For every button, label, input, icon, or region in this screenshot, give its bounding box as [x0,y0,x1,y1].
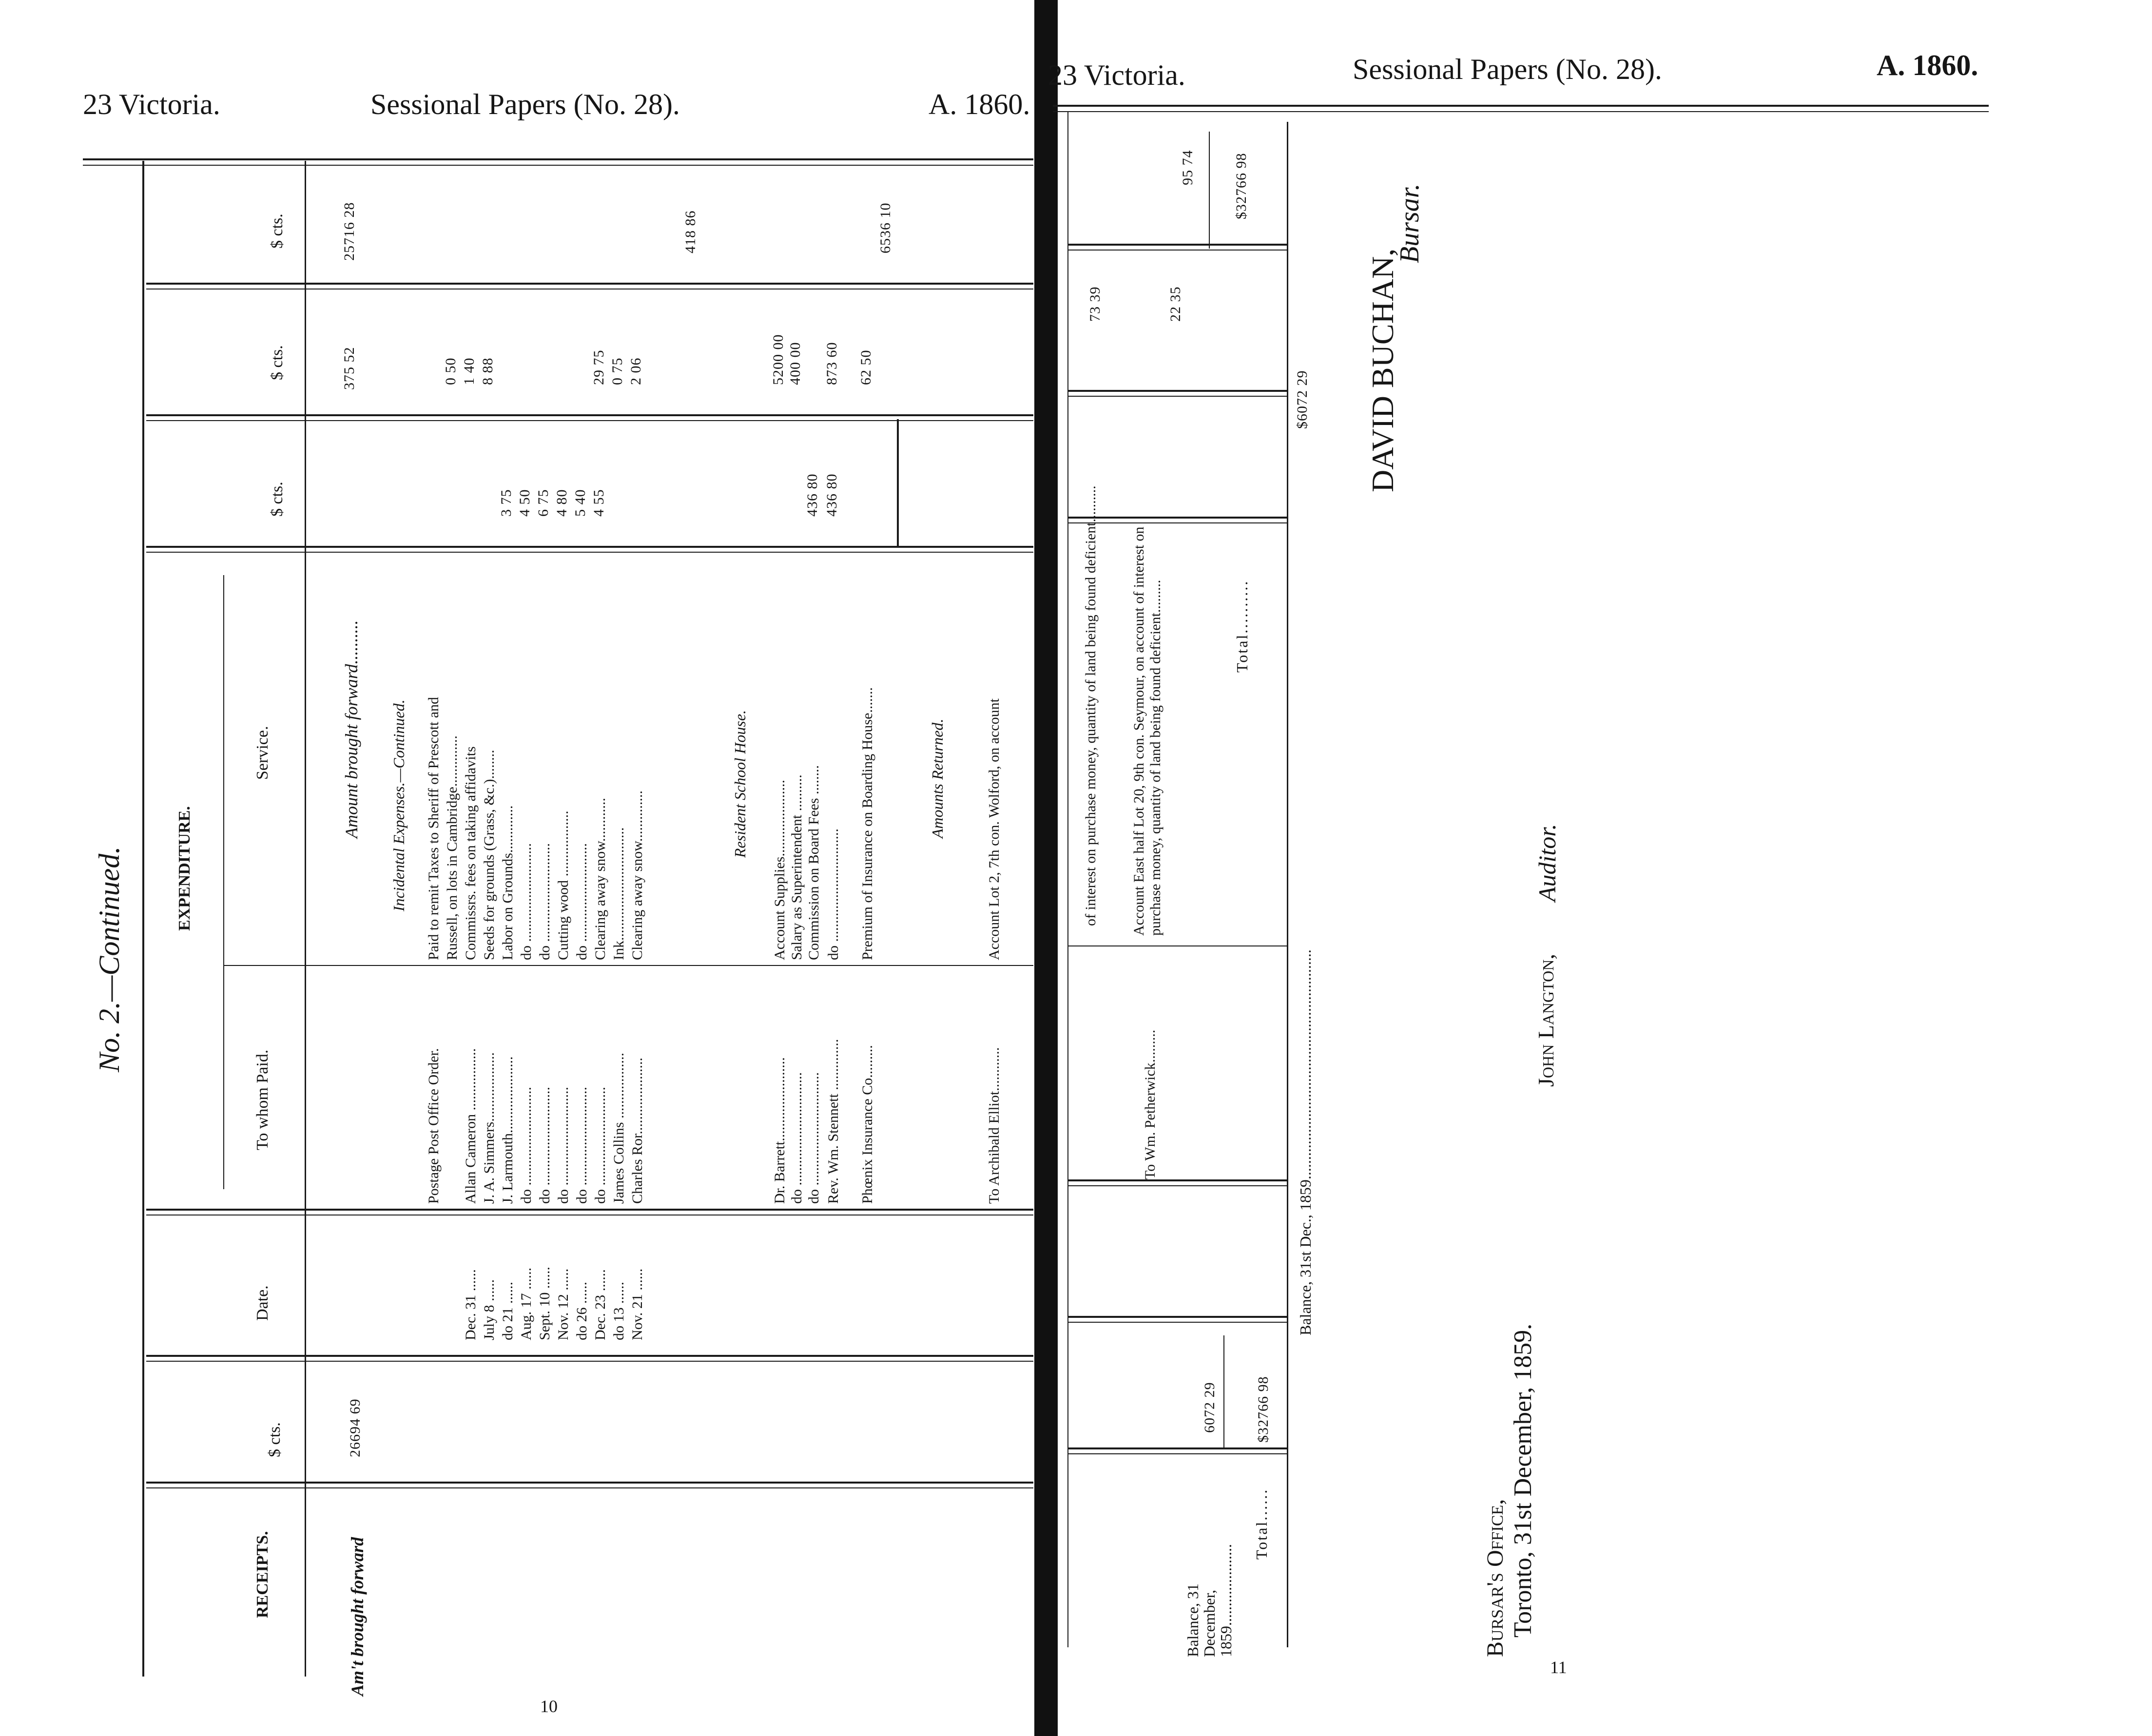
receipts-heading: RECEIPTS. [253,1531,271,1618]
row-date: do 21 ...... [500,1282,516,1340]
row-paid: do ........................... [518,1087,534,1204]
row-service: Salary as Superintendent .......... [789,774,805,960]
resident-heading: Resident School House. [731,710,749,858]
cts3-header: $ cts. [268,213,286,249]
right-receipts-rule [1223,1335,1224,1447]
right-row2-service: Account East half Lot 20, 9th con. Seymour, on account of interest on purchase money, quantity of land being found deficient......... [1131,526,1163,936]
row-service: Account Supplies..................... [772,780,788,960]
returned-paid: To Archibald Elliot............ [986,1047,1002,1204]
sep-cts2-thin [146,420,1033,421]
cts2-header: $ cts. [268,345,286,380]
row-paid: do ........................... [537,1087,553,1204]
row-paid: Rev. Wm. Stennett .............. [825,1039,841,1204]
row-service: Commissrs. fees on taking affidavits [463,746,479,960]
right-sep-col3-thin [1067,250,1287,251]
sep-date [146,1209,1033,1211]
right-row1-service-text: of interest on purchase money, quantity of land being found deficient.......... [1083,485,1099,926]
row-cts1: 3 75 [498,489,514,517]
row-service: Russell, on lots in Cambridge.............. [444,735,460,960]
row-paid: Charles Ror..................... [629,1058,645,1204]
expenditure-heading-divider [223,575,224,1189]
right-header-year: A. 1860. [1877,49,1978,81]
row-date: Nov. 21 ...... [629,1268,645,1340]
row-cts2: 8 88 [480,357,496,385]
row-date: do 13 ...... [611,1282,627,1340]
right-sep-col1 [1067,517,1287,519]
right-total-rule [1209,132,1210,249]
left-header-year: A. 1860. [929,88,1030,120]
row-service: do ........................... [574,843,590,960]
right-balance-label: Balance, 31 December, 1859..................... [1184,1544,1235,1657]
right-sep-receipts-thin [1067,1453,1287,1454]
row-service: Clearing away snow............ [592,798,608,960]
row-cts1: 436 80 [824,473,840,517]
row-paid: Allan Cameron ................. [463,1048,479,1204]
receipts-brought-value: 26694 69 [347,1398,363,1457]
sep-cts3 [146,283,1033,285]
group2-bracket [897,419,899,546]
row-cts2: 2 06 [628,357,644,385]
right-sep-col3 [1067,244,1287,246]
row-cts2: 62 50 [858,349,874,385]
row-cts1: 436 80 [804,473,820,517]
row-cts1: 5 40 [572,489,588,517]
right-table-left-border [1067,112,1068,1647]
row-service: do ........................... [537,843,553,960]
row-date: Dec. 31 ...... [463,1269,479,1340]
row-date: Nov. 12 ...... [555,1268,571,1340]
right-sep-col2 [1067,390,1287,392]
right-header-title: Sessional Papers (No. 28). [1353,53,1662,85]
right-sep-receipts-cts-thin [1067,1322,1287,1323]
right-total-label: Total.......... [1233,579,1251,673]
row-paid: do ........................... [592,1087,608,1204]
returned-heading: Amounts Returned. [929,718,946,838]
group1-subtotal: 418 86 [682,210,698,253]
service-header: Service. [253,726,271,780]
sep-paid [224,965,1033,966]
exp-brought-col2: 375 52 [341,347,357,390]
row-paid: do ............................... [806,1072,822,1204]
right-total-value: $32766 98 [1233,153,1249,219]
left-table-border [142,161,144,1677]
exp-brought-col3: 25716 28 [341,202,357,261]
sep-cts1-thin [146,552,1033,553]
bursar-name: DAVID BUCHAN, [1365,248,1400,492]
left-header-title: Sessional Papers (No. 28). [370,88,680,120]
binding-gutter [1034,0,1058,1736]
row-service: Labor on Grounds............. [500,805,516,960]
right-balance-value: 6072 29 [1202,1382,1218,1433]
row-paid: do ........................... [555,1087,571,1204]
row-paid: J. A. Simmers................... [481,1052,497,1204]
right-sep-paid [1067,945,1287,946]
office-line2: Toronto, 31st December, 1859. [1509,1323,1537,1638]
row-service: Clearing away snow.............. [629,791,645,960]
row-date: Dec. 23 ...... [592,1269,608,1340]
right-sep-receipts-cts [1067,1316,1287,1318]
group2-subtotal: 6536 10 [877,202,893,253]
left-top-rule-thin [83,165,1033,166]
row-cts2: 400 00 [787,342,803,385]
row-service: Paid to remit Taxes to Sheriff of Prescott and [426,696,442,960]
right-sep-date [1067,1179,1287,1181]
right-header-session: 23 Victoria. [1048,59,1185,91]
row-paid: do ............................... [789,1072,805,1204]
sep-cts1 [146,546,1033,548]
date-header: Date. [253,1285,271,1321]
left-header-session: 23 Victoria. [83,88,220,120]
right-page-number: 11 [1550,1658,1567,1677]
right-row2-value: 22 35 [1167,286,1183,322]
row-cts2: 0 75 [609,357,625,385]
row-service: do ............................... [825,829,841,960]
row-service: Cutting wood .................. [555,810,571,960]
receipts-cts-header: $ cts. [266,1422,284,1457]
expenditure-heading: EXPENDITURE. [175,806,194,931]
right-receipts-total-label: Total...... [1253,1488,1270,1560]
row-date: Aug. 17 ...... [518,1267,534,1340]
left-top-rule [83,158,1033,160]
row-paid: Postage Post Office Order. [426,1048,442,1204]
cts1-header: $ cts. [268,482,286,517]
row-service: Seeds for grounds (Grass, &c.)........ [481,750,497,960]
left-side-title: No. 2.—Continued. [93,846,125,1072]
right-sep-col1-thin [1067,522,1287,523]
row-paid: Dr. Barrett....................... [772,1057,788,1204]
paid-header: To whom Paid. [253,1049,271,1150]
receipts-brought-label: Am't brought forward [348,1537,367,1696]
row-cts2: 29 75 [591,349,607,385]
row-date: July 8 ...... [481,1279,497,1340]
row-cts1: 4 80 [554,489,570,517]
row-service: do ........................... [518,843,534,960]
auditor-title: Auditor. [1533,824,1561,902]
row-cts2: 1 40 [461,357,477,385]
right-row1-service [1082,485,1100,926]
row-paid: J. Larmouth..................... [500,1056,516,1204]
right-sep-date-thin [1067,1185,1287,1186]
left-header-divider [305,161,306,1677]
right-top-rule-thin [1053,111,1989,112]
row-cts2: 0 50 [443,357,459,385]
right-row2-paid: To Wm. Petherwick......... [1142,1029,1158,1179]
row-paid: James Collins .................. [611,1052,627,1204]
returned-service: Account Lot 2, 7th con. Wolford, on account [986,698,1002,960]
office-line1: Bursar's Office, [1482,1499,1508,1657]
row-cts2: 5200 00 [770,334,786,385]
sep-receipts-cts-thin [146,1361,1033,1362]
sep-receipts-cts [146,1355,1033,1357]
right-row2-col3: 95 74 [1180,150,1196,185]
bursar-title: Bursar. [1395,183,1425,263]
right-receipts-total-value: $32766 98 [1255,1376,1271,1443]
row-date: do 26 ...... [574,1282,590,1340]
right-balance-line-value: $6072 29 [1294,370,1310,429]
row-cts1: 4 50 [517,489,533,517]
auditor-name: John Langton, [1533,954,1558,1087]
right-row1-value: 73 39 [1087,286,1103,322]
row-date: Sept. 10 ...... [537,1267,553,1340]
right-top-rule [1053,105,1989,107]
right-sep-col2-thin [1067,396,1287,397]
left-page-number: 10 [540,1697,558,1716]
right-balance-line-label: Balance, 31st Dec., 1859........................................................... [1297,949,1314,1335]
sep-cts2 [146,414,1033,416]
row-service: Ink............................... [611,827,627,960]
row-cts1: 6 75 [535,489,551,517]
sep-receipts [146,1482,1033,1484]
row-cts1: 4 55 [591,489,607,517]
row-cts2: 873 60 [824,342,840,385]
row-service: Premium of Insurance on Boarding House....... [859,687,875,960]
exp-brought-label: Amount brought forward.......... [342,620,361,838]
row-paid: do ........................... [574,1087,590,1204]
incidental-heading: Incidental Expenses.—Continued. [390,699,407,911]
row-service: Commission on Board Fees ........ [806,765,822,960]
right-table-right-border [1287,122,1288,1647]
row-paid: Phœnix Insurance Co......... [859,1045,875,1204]
right-sep-receipts [1067,1447,1287,1449]
sep-receipts-thin [146,1487,1033,1488]
